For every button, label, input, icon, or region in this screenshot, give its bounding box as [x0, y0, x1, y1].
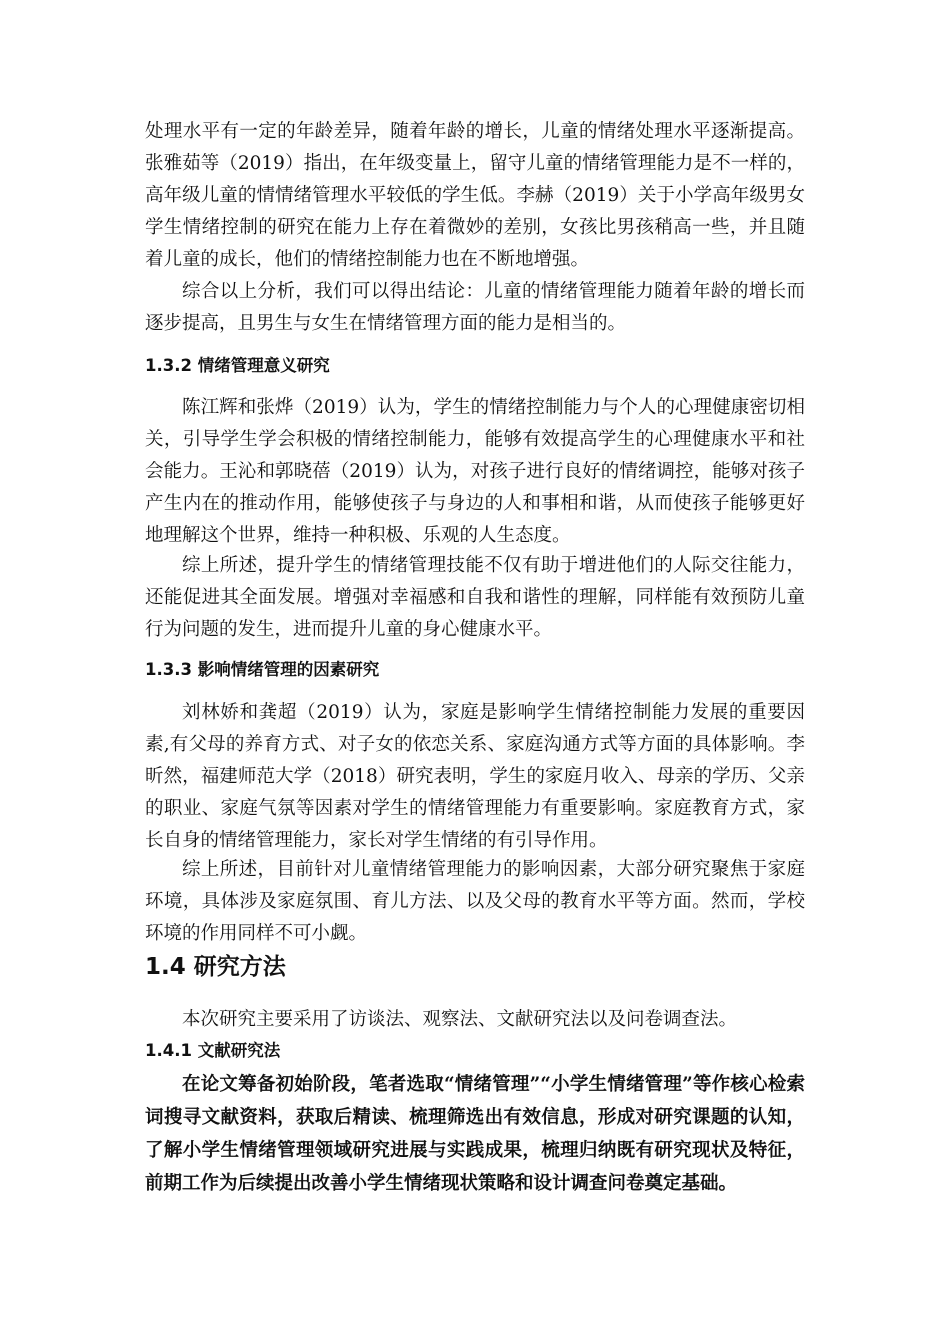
heading-1-3-3: 1.3.3 影响情绪管理的因素研究	[145, 660, 380, 679]
paragraph-methods: 本次研究主要采用了访谈法、观察法、文献研究法以及问卷调查法。	[182, 1009, 738, 1030]
heading-1-3-2: 1.3.2 情绪管理意义研究	[145, 356, 330, 375]
paragraph-literature-method: 在论文筹备初始阶段，笔者选取“情绪管理”“小学生情绪管理”等作核心检索词搜寻文献资料，获取后精读、梳理筛选出有效信息，形成对研究课题的认知，了解小学生情绪管理领域研究进展与实践成果，梳理归纳既有研究现状及特征，前期工作为后续提出改善小学生情绪现状策略和设计调查问卷奠定基础。	[145, 1074, 805, 1194]
paragraph-age-differences: 处理水平有一定的年龄差异，随着年龄的增长，儿童的情绪处理水平逐渐提高。张雅茹等（2019）指出，在年级变量上，留守儿童的情绪管理能力是不一样的，高年级儿童的情情绪管理水平较低的学生低。李赫（2019）关于小学高年级男女学生情绪控制的研究在能力上存在着微妙的差别，女孩比男孩稍高一些，并且随着儿童的成长，他们的情绪控制能力也在不断地增强。	[145, 121, 805, 270]
paragraph-significance: 陈江辉和张烨（2019）认为，学生的情绪控制能力与个人的心理健康密切相关，引导学生学会积极的情绪控制能力，能够有效提高学生的心理健康水平和社会能力。王沁和郭晓蓓（2019）认为，对孩子进行良好的情绪调控，能够对孩子产生内在的推动作用，能够使孩子与身边的人和事相和谐，从而使孩子能够更好地理解这个世界，维持一种积极、乐观的人生态度。	[145, 397, 805, 546]
heading-1-4: 1.4 研究方法	[145, 954, 286, 980]
paragraph-factors: 刘林娇和龚超（2019）认为，家庭是影响学生情绪控制能力发展的重要因素,有父母的养育方式、对子女的依恋关系、家庭沟通方式等方面的具体影响。李昕然，福建师范大学（2018）研究表明，学生的家庭月收入、母亲的学历、父亲的职业、家庭气氛等因素对学生的情绪管理能力有重要影响。家庭教育方式，家长自身的情绪管理能力，家长对学生情绪的有引导作用。	[145, 702, 805, 851]
paragraph-factors-summary: 综上所述，目前针对儿童情绪管理能力的影响因素，大部分研究聚焦于家庭环境，具体涉及家庭氛围、育儿方法、以及父母的教育水平等方面。然而，学校环境的作用同样不可小觑。	[145, 859, 805, 944]
paragraph-age-conclusion: 综合以上分析，我们可以得出结论：儿童的情绪管理能力随着年龄的增长而逐步提高，且男生与女生在情绪管理方面的能力是相当的。	[145, 281, 805, 334]
heading-1-4-1: 1.4.1 文献研究法	[145, 1041, 281, 1060]
paragraph-significance-summary: 综上所述，提升学生的情绪管理技能不仅有助于增进他们的人际交往能力，还能促进其全面发展。增强对幸福感和自我和谐性的理解，同样能有效预防儿童行为问题的发生，进而提升儿童的身心健康水平。	[145, 555, 805, 640]
